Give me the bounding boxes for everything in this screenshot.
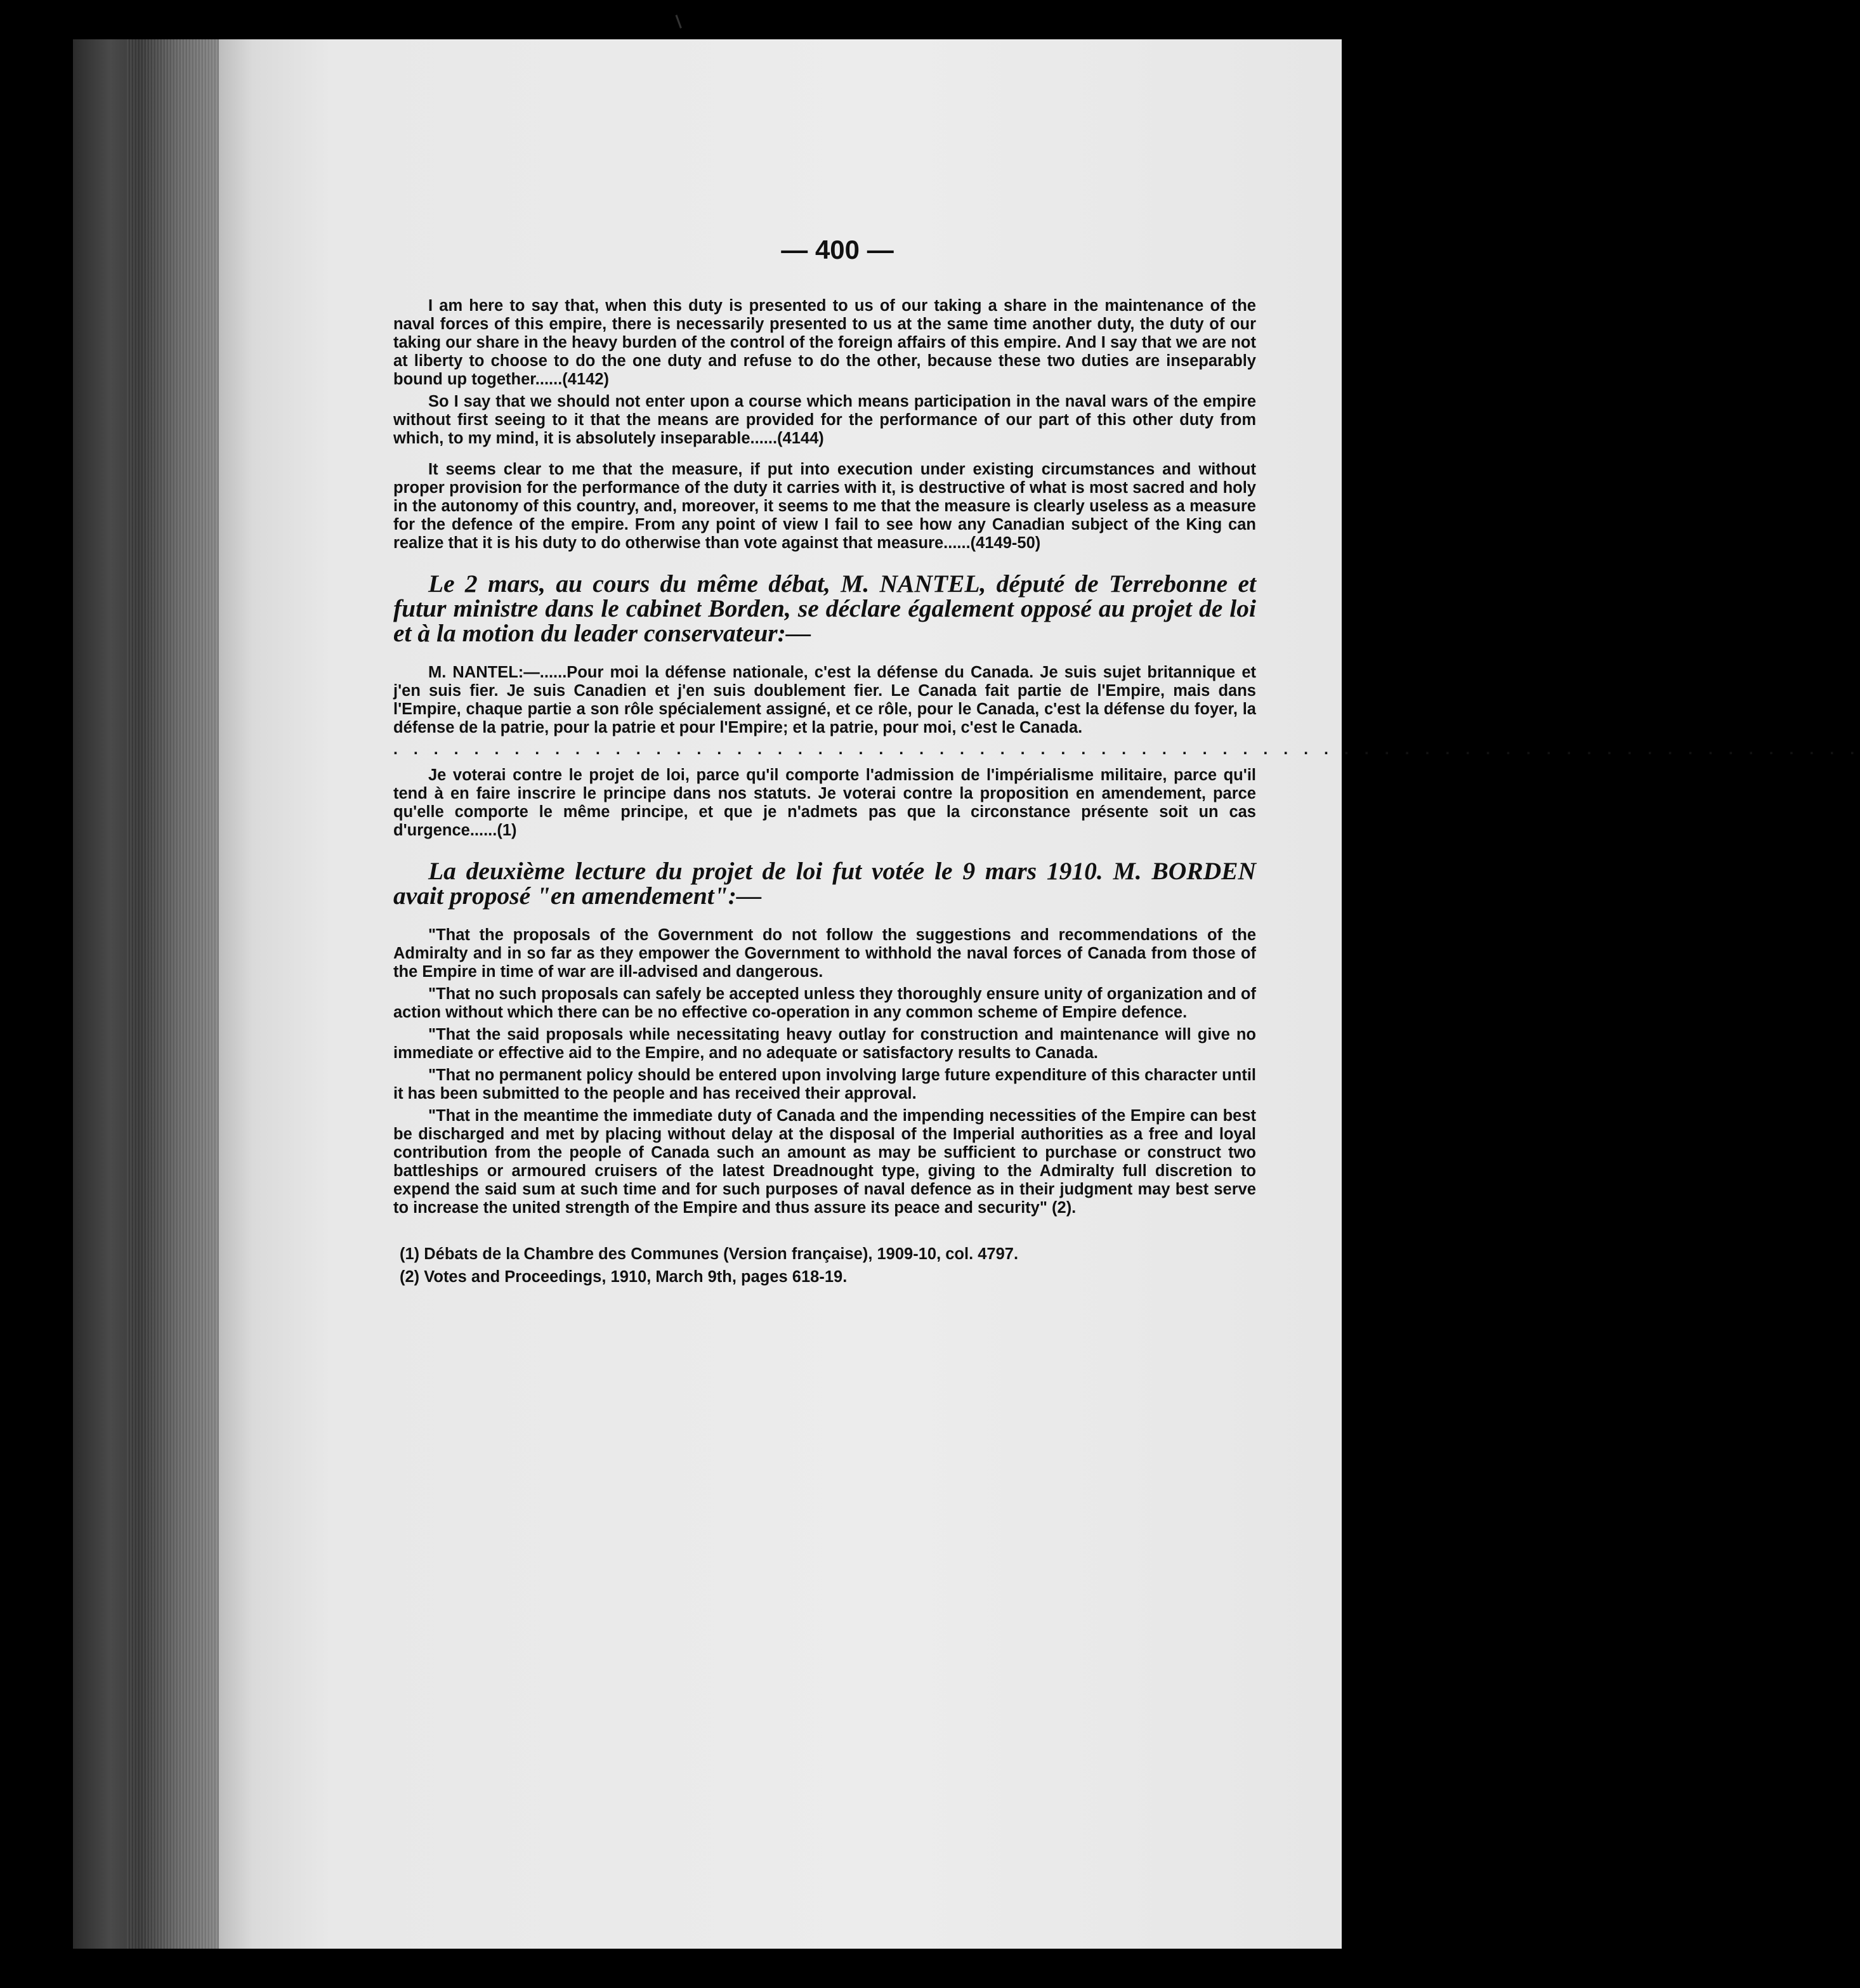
english-quote	[393, 297, 1256, 553]
footnote: (2) Votes and Proceedings, 1910, March 9th, pages 618-19.	[400, 1268, 848, 1286]
quote-paragraph: It seems clear to me that the measure, if put into execution under existing circumstances and without proper provision for the performance of the duty it carries with it, is destructive of what is most sacred and holy in the autonomy of this country, and, moreover, it seems to me that the measure is clearly useless as a measure for the defence of the empire. From any point of view I fail to see how any Canadian subject of the King can realize that it is his duty to do otherwise than vote against that measure......(4149-50)	[393, 461, 1256, 552]
amendment-paragraph: "That in the meantime the immediate duty of Canada and the impending necessities of the Empire can best be discharged and met by placing without delay at the disposal of the Imperial authorities as a free and loyal contribution from the people of Canada such an amount as may be sufficient to purchase or construct two battleships or armoured cruisers of the latest Dreadnought type, giving to the Admiralty full discretion to expend the said sum at such time and for such purposes of naval defence as in their judgment may best serve to increase the united strength of the Empire and thus assure its peace and security" (2).	[393, 1107, 1256, 1217]
ellipsis-line: . . . . . . . . . . . . . . . . . . . . . . . . . . . . . . . . . . . . . . . . . . . . . . . . . . . . . . . . . . . . . . . . . . . . . . . . .	[393, 740, 1860, 758]
narrative-paragraph: La deuxième lecture du projet de loi fut votée le 9 mars 1910. M. BORDEN avait proposé "en amendement":—	[393, 857, 1256, 910]
footnote: (1) Débats de la Chambre des Communes (Version française), 1909-10, col. 4797.	[400, 1245, 1019, 1263]
quote-paragraph: M. NANTEL:—......Pour moi la défense nationale, c'est la défense du Canada. Je suis sujet britannique et j'en suis fier. Je suis Canadien et j'en suis doublement fier. Le Canada fait partie de l'Empire, mais dans l'Empire, chaque partie a son rôle spécialement assigné, et ce rôle, pour le Canada, c'est la défense du foyer, la défense de la patrie, pour la patrie et pour l'Empire; et la patrie, pour moi, c'est le Canada.	[393, 664, 1256, 736]
narrative-paragraph: Le 2 mars, au cours du même débat, M. NANTEL, député de Terrebonne et futur ministre dans le cabinet Borden, se déclare également opposé au projet de loi et à la motion du leader conservateur:—	[393, 570, 1256, 647]
amendment-paragraph: "That the said proposals while necessitating heavy outlay for construction and maintenance will give no immediate or effective aid to the Empire, and no adequate or satisfactory results to Canada.	[393, 1026, 1256, 1062]
quote-paragraph: Je voterai contre le projet de loi, parce qu'il comporte l'admission de l'impérialisme militaire, parce qu'il tend à en faire inscrire le principe dans nos statuts. Je voterai contre la proposition en amendement, parce qu'elle comporte le même principe, et que je n'admets pas que la circonstance présente soit un cas d'urgence......(1)	[393, 766, 1256, 839]
amendment-quote	[393, 926, 1256, 1217]
nantel-quote	[393, 664, 1860, 840]
amendment-paragraph: "That no such proposals can safely be accepted unless they thoroughly ensure unity of organization and of action without which there can be no effective co-operation in any common scheme of Empire defence.	[393, 985, 1256, 1021]
scan-mark	[676, 13, 686, 29]
quote-paragraph: I am here to say that, when this duty is presented to us of our taking a share in the maintenance of the naval forces of this empire, there is necessarily presented to us at the same time another duty, the duty of our taking our share in the heavy burden of the control of the foreign affairs of this empire. And I say that we are not at liberty to choose to do the one duty and refuse to do the other, because these two duties are inseparably bound up together......(4142)	[393, 297, 1256, 388]
amendment-paragraph: "That no permanent policy should be entered upon involving large future expenditure of this character until it has been submitted to the people and has received their approval.	[393, 1066, 1256, 1102]
page-content	[393, 235, 1860, 1288]
amendment-paragraph: "That the proposals of the Government do not follow the suggestions and recommendations of the Admiralty and in so far as they empower the Government to withhold the naval forces of Canada from those of the Empire in time of war are ill-advised and dangerous.	[393, 926, 1256, 981]
page-number: — 400 —	[781, 235, 894, 265]
quote-paragraph: So I say that we should not enter upon a course which means participation in the naval wars of the empire without first seeing to it that the means are provided for the performance of our part of this other duty from which, to my mind, it is absolutely inseparable......(4144)	[393, 393, 1256, 447]
page-edges	[127, 39, 222, 1949]
footnotes	[393, 1243, 1256, 1288]
